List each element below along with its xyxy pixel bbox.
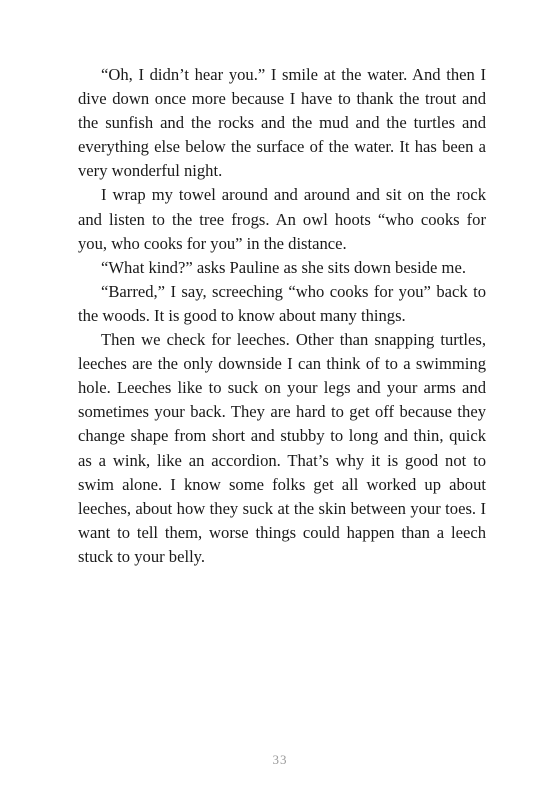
paragraph-1: “Oh, I didn’t hear you.” I smile at the water. And then I dive down once more because I have to thank the trout and the sunfish and the rocks and the mud and the turtles and everything else below the surface of the water. It has been a very wonderful night. — [78, 65, 486, 181]
paragraph-2: I wrap my towel around and around and sit on the rock and listen to the tree frogs. An owl hoots “who cooks for you, who cooks for you” in the distance. — [78, 185, 486, 253]
paragraph-4: “Barred,” I say, screeching “who cooks for you” back to the woods. It is good to know about many things. — [78, 281, 486, 325]
paragraph-5: Then we check for leeches. Other than snapping turtles, leeches are the only downside I can think of to a swimming hole. Leeches like to suck on your legs and your arms and sometimes your back. They are hard to get off because they change shape from short and stubby to long and thin, quick as a wink, like an accordion. That’s why it is good not to swim alone. I know some folks get all worked up about leeches, about how they suck at the skin between your toes. I want to tell them, worse things could happen than a leech stuck to your belly. — [78, 330, 486, 566]
paragraph-3: “What kind?” asks Pauline as she sits down beside me. — [101, 257, 466, 277]
page-number: 33 — [272, 752, 288, 767]
body-text — [78, 63, 486, 569]
